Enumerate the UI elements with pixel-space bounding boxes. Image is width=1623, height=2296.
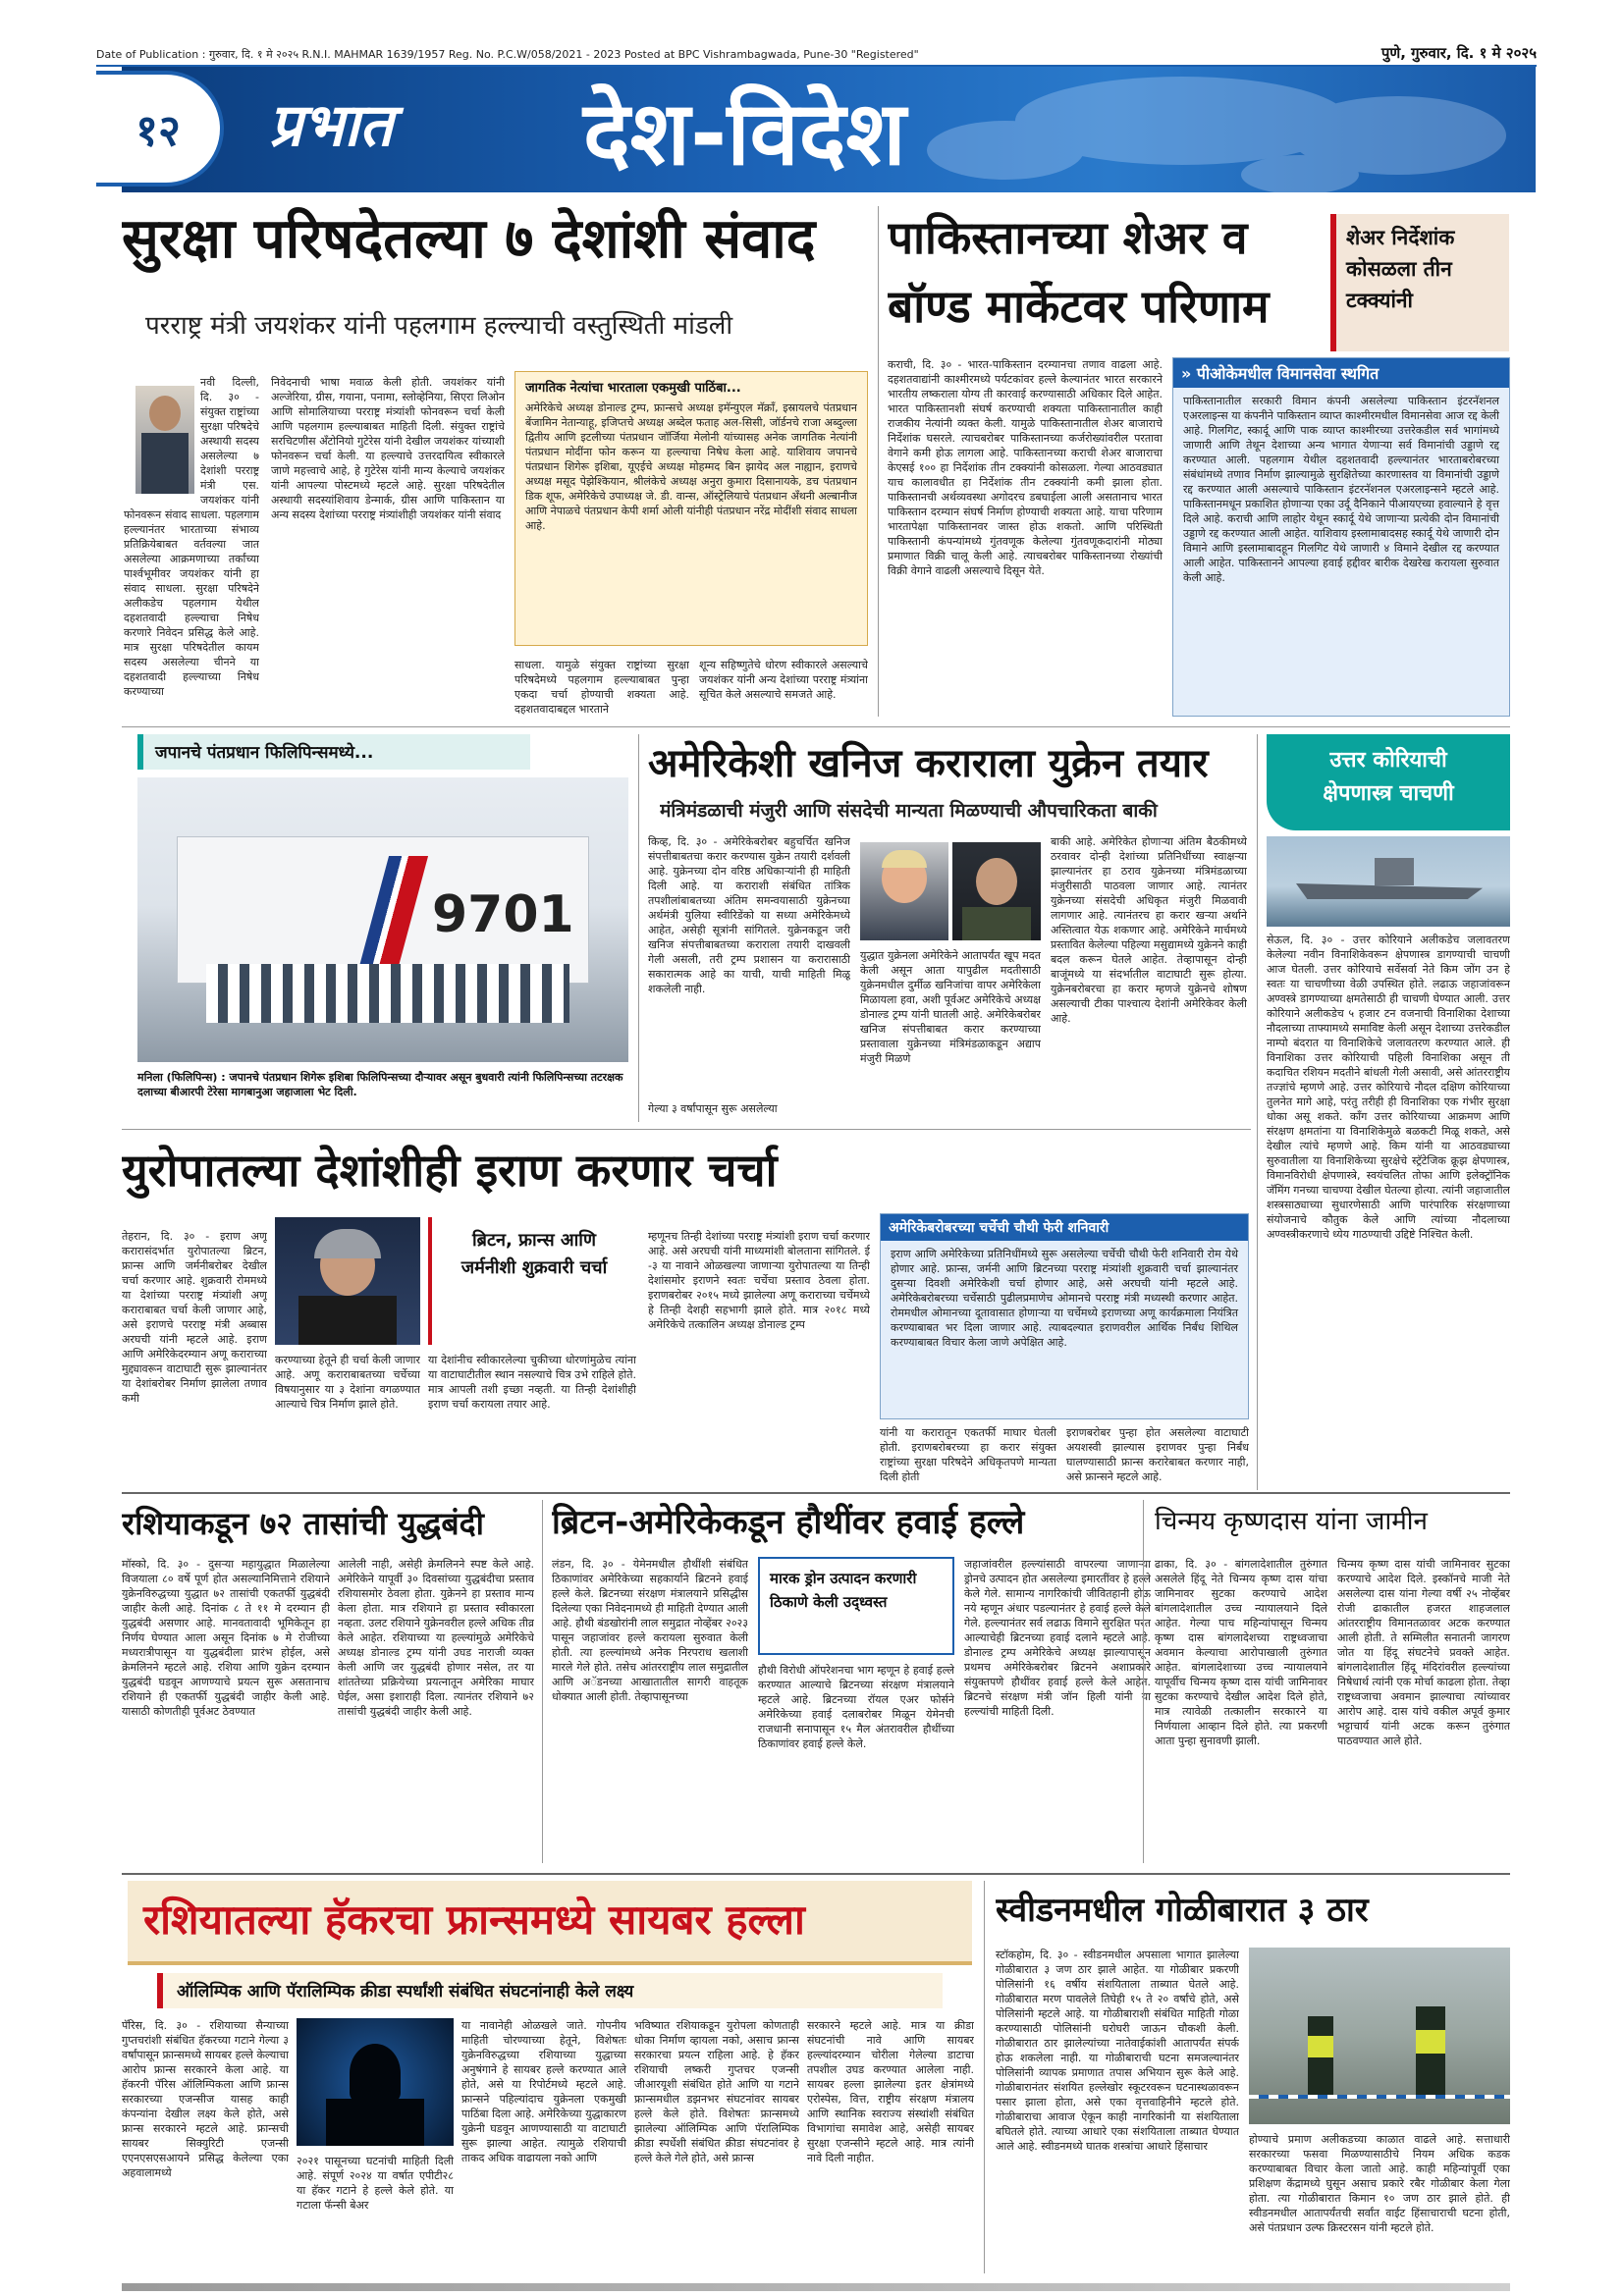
- a9-body-col1: स्टॉकहोम, दि. ३० - स्वीडनमधील अपसाला भागात झालेल्या गोळीबारात ३ जण ठार झाले आहेत. या गोळीबार प्रकरणी पोलिसांनी १६ वर्षीय संशयिताला ताब्यात घेतले आहे. गोळीबारात मरण पावलेले तिघेही १५ ते २० वर्षांचे होते, असे पोलिसांनी म्हटले आहे. या गोळीबाराशी संबंधित माहिती गोळा करण्यासाठी पोलिसांनी घरोघरी जाऊन चौकशी केली. गोळीबारात ठार झालेल्यांच्या नातेवाईकांशी आतापर्यंत संपर्क होऊ शकलेला नाही. या गोळीबाराची घटना समजल्यानंतर पोलिसांनी व्यापक प्रमाणात तपास अभियान सुरू केले आहे. गोळीबारानंतर संशयित हल्लेखोर स्कूटरवरून घटनास्थळावरून पसार झाला होता, असे एका वृत्तवाहिनीने म्हटले होते. गोळीबाराचा आवाज ऐकून काही नागरिकांनी या संशयिताला बघितले होते. त्याच्या आधारे एका संशयिताला ताब्यात घेण्यात आले आहे. स्वीडनमध्ये घातक शस्त्रांचा आधारे हिंसाचार: [996, 1949, 1239, 2153]
- section-banner: [122, 67, 1536, 192]
- publication-line: Date of Publication : गुरुवार, दि. १ मे २०२५ R.N.I. MAHMAR 1639/1957 Reg. No. P.C.W/058/2021 - 2023 Posted at BPC Vishrambagwada, Pune-30 "Registered": [96, 48, 919, 61]
- page-number: १२: [135, 106, 181, 156]
- nk-warship-photo: [1267, 836, 1510, 927]
- a6-body-col3: जहाजांवरील हल्ल्यांसाठी वापरल्या जाणाऱ्या ड्रोनचे उत्पादन होत असलेल्या इमारतींवर हे हल्ले केले गेले. सामान्य नागरिकांची जीवितहानी होऊ नये म्हणून अंधार पडल्यानंतर हे हवाई हल्ले केले गेले. हल्ल्यानंतर सर्व लढाऊ विमाने सुरक्षित परत आल्याचेही ब्रिटनच्या हवाई दलाने म्हटले आहे. डोनाल्ड ट्रम्प अमेरिकेचे अध्यक्ष झाल्यापासून प्रथमच अमेरिकेबरोबर ब्रिटनने अशाप्रकारे संयुक्तपणे हौथींवर हवाई हल्ले केले आहेत. ब्रिटनचे संरक्षण मंत्री जॉन हिली यांनी या हल्ल्यांची माहिती दिली.: [964, 1558, 1151, 1718]
- iran-minister-photo: [275, 1217, 420, 1345]
- a2-pok-title-text: पीओकेमधील विमानसेवा स्थगित: [1196, 364, 1380, 383]
- a1-box-text: अमेरिकेचे अध्यक्ष डोनाल्ड ट्रम्प, फ्रान्सचे अध्यक्ष इमॅन्युएल मॅक्रॉं, इस्रायलचे पंतप्रधान बेंजामिन नेतान्याहू, इजिप्तचे अध्यक्ष अब्देल फताह अल-सिसी, जॉर्डनचे राजा अब्दुल्ला द्वितीय आणि इटलीच्या पंतप्रधान जॉर्जिया मेलोनी यांच्यासह अनेक जागतिक नेत्यांनी पंतप्रधान मोदींना फोन करून या हल्ल्याचा निषेध केला आहे. याशिवाय जपानचे पंतप्रधान शिगेरू इशिबा, यूएईचे अध्यक्ष मोहम्मद बिन झायेद अल नाह्यान, इराणचे अध्यक्ष मसूद पेझेश्कियान, श्रीलंकेचे अध्यक्ष अनुरा कुमारा दिसानायके, डच पंतप्रधान डिक शूफ, अमेरिकेचे उपाध्यक्ष जे. डी. वान्स, ऑस्ट्रेलियाचे पंतप्रधान अँथनी अल्बानीज आणि नेपाळचे पंतप्रधान केपी शर्मा ओली यांनीही पंतप्रधान नरेंद्र मोदींशी संवाद साधला आहे.: [525, 401, 857, 532]
- a8-body-col4: भविष्यात रशियाकडून युरोपला कोणताही धोका निर्माण व्हायला नको, असाच फ्रान्स सरकारचा प्रयत्न राहिला आहे. हे हॅकर रशियाची लष्करी गुप्तचर एजन्सी जीआरयूशी संबंधित होते आणि या गटाने फ्रान्समधील डझनभर संघटनांवर सायबर हल्ले केले होते. विशेषतः फ्रान्समध्ये झालेल्या ऑलिम्पिक आणि पॅरालिम्पिक क्रीडा स्पर्धेशी संबंधित क्रीडा संघटनांवर हे हल्ले केले गेले होते, असे फ्रान्स: [634, 2019, 799, 2164]
- a4-box-text: ब्रिटन, फ्रान्स आणि जर्मनीशी शुक्रवारी चर्चा: [460, 1230, 608, 1278]
- a2-pok-text: पाकिस्तानातील सरकारी विमान कंपनी असलेल्या पाकिस्तान इंटरनॅशनल एअरलाइन्स या कंपनीने पाकिस्तान व्याप्त काश्मीरमधील विमानसेवा आज रद्द केली आहे. गिलगिट, स्कार्दू आणि पाक व्याप्त काश्मीरच्या उत्तरेकडील सर्व भागांमध्ये जाणारी आणि तेथून देशाच्या अन्य भागात येणाऱ्या सर्व विमानांची उड्डाणे रद्द करण्यात आली. पहलगाम येथील दहशतवादी हल्ल्यानंतर भारताबरोबरच्या संबंधांमध्ये तणाव निर्माण झाल्यामुळे सुरक्षितेच्या कारणास्तव या विमानांची उड्डाणे रद्द करण्यात आली असल्याचे पाकिस्तान इंटरनॅशनल एअरलाइन्सने म्हटले आहे. पाकिस्तानमधून प्रकाशित होणाऱ्या एका उर्दू दैनिकाने पीआयएच्या हवाल्याने हे वृत्त दिले आहे. कराची आणि लाहोर येथून स्कार्दू येथे जाणाऱ्या प्रत्येकी दोन विमानांची उड्डाणे रद्द करण्यात आली आहेत. याशिवाय इस्लामाबादसह स्कार्दू येथे जाणारी दोन विमाने आणि इस्लामाबादहून गिलगिट येथे जाणारी ४ विमाने देखील रद्द करण्यात आली आहेत. पाकिस्तानने आपल्या हवाई हद्दीवर बारीक देखरेख करायला सुरुवात केली आहे.: [1183, 395, 1499, 584]
- divider-row4: [122, 1873, 1510, 1875]
- a8-body-col5: सरकारने म्हटले आहे. मात्र या क्रीडा संघटनांची नावे आणि सायबर हल्ल्यांदरम्यान चोरीला गेलेल्या डाटाचा तपशील उघड करण्यात आलेला नाही. सायबर हल्ला झालेल्या इतर क्षेत्रांमध्ये एरोस्पेस, वित्त, राष्ट्रीय संरक्षण मंत्रालय आणि स्थानिक स्वराज्य संस्थांशी संबंधित विभागांचा समावेश आहे, असेही सायबर सुरक्षा एजन्सीने म्हटले आहे. मात्र त्यांनी नावे दिली नाहीत.: [807, 2019, 974, 2164]
- nk-title-line1: उत्तर कोरियाची: [1329, 748, 1447, 773]
- a6-box: [758, 1557, 954, 1655]
- section-title: देश-विदेश: [583, 82, 906, 186]
- a8-headline: रशियातल्या हॅकरचा फ्रान्समध्ये सायबर हल्ला: [143, 1896, 805, 1944]
- a2-headline-line2: बॉण्ड मार्केटवर परिणाम: [888, 280, 1270, 333]
- a4-us-talks-title: अमेरिकेबरोबरच्या चर्चेची चौथी फेरी शनिवारी: [881, 1214, 1248, 1241]
- a1-body-col2: निवेदनाची भाषा मवाळ केली होती. जयशंकर यांनी अल्जेरिया, ग्रीस, गयाना, पनामा, स्लोव्हेनिया, सिएरा लिओन आणि सोमालियाच्या परराष्ट्र मंत्र्यांशी फोनवरून चर्चा केली आणि पहलगाम हल्ल्याबाबत माहिती दिली. संयुक्त राष्ट्रांचे सरचिटणीस अँटोनियो गुटेरेस यांनी देखील जयशंकर यांच्याशी फोनवरून चर्चा केली. या हल्ल्याचे उत्तरदायित्व स्वीकारले जाणे महत्त्वाचे आहे, हे गुटेरेस यांनी मान्य केल्याचे जयशंकर यांनी आपल्या पोस्टमध्ये म्हटले आहे. सुरक्षा परिषदेतील अस्थायी सदस्यांशिवाय डेन्मार्क, ग्रीस आणि पाकिस्तान या अन्य सदस्य देशांच्या परराष्ट्र मंत्र्यांशीही जयशंकर यांनी संवाद: [271, 376, 505, 521]
- nk-title-line2: क्षेपणास्त्र चाचणी: [1323, 781, 1454, 806]
- divider-nk-left: [1257, 734, 1258, 1490]
- a3-body-col1: किव्ह, दि. ३० - अमेरिकेबरोबर बहुचर्चित खनिज संपत्तीबाबतचा करार करण्यास युक्रेन तयारी दर्शवली आहे. युक्रेनच्या दोन वरिष्ठ अधिकाऱ्यांनी ही माहिती दिली आहे. या कराराशी संबंधित तांत्रिक तपशीलांबाबतच्या अंतिम समन्वयासाठी युक्रेनच्या अर्थमंत्री युलिया स्वीरिडेंको या सध्या अमेरिकेमध्ये आहेत, असेही सूत्रांनी सांगितले. युक्रेनकडून जरी खनिज संपत्तीबाबतच्या कराराला तयारी दाखवली गेली असली, तरी ट्रम्प प्रशासन या करारासाठी सकारात्मक आहे का याची, याची माहिती मिळू शकलेली नाही.: [648, 835, 850, 995]
- divider-a3-left: [638, 734, 639, 1122]
- a8-subheadline-bar: [157, 1973, 943, 2008]
- a1-body-col1: नवी दिल्ली, दि. ३० - संयुक्त राष्ट्रांच्या सुरक्षा परिषदेचे अस्थायी सदस्य असलेल्या ७ देशांशी परराष्ट्र मंत्री एस. जयशंकर यांनी फोनवरून संवाद साधला. पहलगाम हल्ल्यानंतर भारताच्या संभाव्य प्रतिक्रियेबाबत वर्तवल्या जात असलेल्या आक्रमणाच्या तर्कांच्या पार्श्वभूमीवर जयशंकर यांनी हा संवाद साधला. सुरक्षा परिषदेने अलीकडेच पहलगाम येथील दहशतवादी हल्ल्याचा निषेध करणारे निवेदन प्रसिद्ध केले आहे. मात्र सुरक्षा परिषदेतील कायम सदस्य असलेल्या चीनने या दहशतवादी हल्ल्याच्या निषेध करण्याच्या: [124, 376, 259, 698]
- a6-box-text: मारक ड्रोन उत्पादन करणारी ठिकाणे केली उद्ध्वस्त: [770, 1570, 917, 1611]
- a2-body: कराची, दि. ३० - भारत-पाकिस्तान दरम्यानचा तणाव वाढला आहे. दहशतवाद्यांनी काश्मीरमध्ये पर्यटकांवर हल्ले केल्यानंतर भारत सरकारने भारतीय लष्कराला योग्य ती कारवाई करण्यासाठी अधिकार दिले आहेत. भारत पाकिस्तानशी संघर्ष करण्याची शक्यता पाकिस्तानातील काही राजकीय नेत्यांनी व्यक्त केली. यामुळे पाकिस्तानातील शेअर बाजाराचे निर्देशांक घसरले. त्याचबरोबर पाकिस्तानच्या कर्जरोख्यांवरील परतावा वेगाने कमी होऊ लागला आहे. पाकिस्तानच्या कराची शेअर बाजाराचा केएसई १०० हा निर्देशांक तीन टक्क्यांनी कोसळला. गेल्या आठवड्यात याच कालावधीत हा निर्देशांक तीन टक्क्यांनी कमी झाला होता. पाकिस्तानची अर्थव्यवस्था अगोदरच डबघाईला आली असतानाच भारत पाकिस्तान दरम्यान संघर्ष निर्माण होण्याची शक्यता आहे. याचा परिणाम भारतापेक्षा पाकिस्तानवर जास्त होऊ शकतो. आणि परिस्थिती पाकिस्तानी कंपन्यांमध्ये गुंतवणूक केलेल्या गुंतवणूकदारांनी मोठ्या प्रमाणात विक्री चालू केली आहे. त्याचबरोबर पाकिस्तानच्या रोख्यांची विक्री वेगाने वाढली असल्याचे दिसून येते.: [888, 358, 1163, 577]
- japan-label-text: जपानचे पंतप्रधान फिलिपिन्समध्ये...: [155, 743, 374, 763]
- a4-us-talks-text: इराण आणि अमेरिकेच्या प्रतिनिधींमध्ये सुरू असलेल्या चर्चेची चौथी फेरी शनिवारी रोम येथे होणार आहे. फ्रान्स, जर्मनी आणि ब्रिटनच्या परराष्ट्र मंत्र्यांशी शुक्रवारी चर्चा झाल्यानंतर दुसऱ्या दिवशी अमेरिकेशी चर्चा होणार आहे, असे अरघची यांनी म्हटले आहे. अमेरिकेबरोबरच्या चर्चेसाठी पुढीलप्रमाणेच ओमानचे परराष्ट्र मंत्री मध्यस्थी करणार आहेत. रोममधील ओमानच्या दूतावासात होणाऱ्या या चर्चेमध्ये इराणच्या अणू कार्यक्रमाला नियंत्रित करण्याबाबत भर दिला जाणार आहे. त्याबदल्यात इराणवरील आर्थिक निर्बंध शिथिल करण्याबाबत विचार केला जाणे अपेक्षित आहे.: [891, 1248, 1238, 1349]
- a2-pok-box: [1172, 357, 1510, 717]
- a3-body-col1b: गेल्या ३ वर्षांपासून सुरू असलेल्या: [648, 1102, 778, 1115]
- a8-body-col3: या नावानेही ओळखले जाते. गोपनीय माहिती चोरण्याच्या हेतूने, विशेषतः युक्रेनविरुद्धच्या रशियाच्या युद्धाच्या अनुषंगाने हे सायबर हल्ले करण्यात आले होते, असे या रिपोर्टमध्ये म्हटले आहे. फ्रान्सने पहिल्यांदाच युक्रेनला एकमुखी पाठिंबा दिला आहे. अमेरिकेच्या युद्धाकारण युक्रेनी घडवून आणण्यासाठी या वाटाघाटी सुरू झाल्या आहेत. त्यामुळे रशियाची ताकद अधिक वाढायला नको आणि: [461, 2019, 626, 2164]
- a6-body-col1: लंडन, दि. ३० - येमेनमधील हौथींशी संबंधित ठिकाणांवर अमेरिकेच्या सहकार्याने ब्रिटनने हवाई हल्ले केले. ब्रिटनच्या संरक्षण मंत्रालयाने प्रसिद्धीस दिलेल्या एका निवेदनामध्ये ही माहिती देण्यात आली आहे. हौथी बंडखोरांनी लाल समुद्रात नोव्हेंबर २०२३ पासून जहाजांवर हल्ले करायला सुरुवात केली होती. त्या हल्ल्यांमध्ये अनेक निरपराध खलाशी मारले गेले होते. तसेच आंतरराष्ट्रीय लाल समुद्रातील आणि अॅडनच्या आखातातील सागरी वाहतूक धोक्यात आली होती. तेव्हापासूनच्या: [552, 1558, 748, 1703]
- a1-subheadline: परराष्ट्र मंत्री जयशंकर यांनी पहलगाम हल्ल्याची वस्तुस्थिती मांडली: [145, 311, 733, 341]
- a2-side-note: [1330, 214, 1509, 351]
- a6-body-col2: हौथी विरोधी ऑपरेशनचा भाग म्हणून हे हवाई हल्ले करण्यात आल्याचे ब्रिटनच्या संरक्षण मंत्रालयाने म्हटले आहे. ब्रिटनच्या रॉयल एअर फोर्सने अमेरिकेच्या हवाई दलाबरोबर मिळून येमेनची राजधानी सनापासून १५ मैल अंतरावरील हौथींच्या ठिकाणांवर हवाई हल्ले केले.: [758, 1664, 954, 1750]
- a9-headline: स्वीडनमधील गोळीबारात ३ ठार: [996, 1891, 1369, 1930]
- a4-body-col4: म्हणूनच तिन्ही देशांच्या परराष्ट्र मंत्र्यांशी इराण चर्चा करणार आहे. असे अरघची यांनी माध्यमांशी बोलताना सांगितले. ई -३ या नावाने ओळखल्या जाणाऱ्या युरोपातल्या या तिन्ही देशांसमोर इराणने स्वतः चर्चेचा प्रस्ताव ठेवला होता. इराणबरोबर २०१५ मध्ये झालेल्या अणू कराराच्या चर्चेमध्ये हे तिन्ही देशही सहभागी झाले होते. मात्र २०१८ मध्ये अमेरिकेचे तत्कालिन अध्यक्ष डोनाल्ड ट्रम्प: [648, 1230, 870, 1331]
- divider-a6-a7: [1143, 1500, 1144, 1863]
- a5-body-col2: आलेली नाही, असेही क्रेमलिनने स्पष्ट केले आहे. अमेरिकेने यापूर्वी ३० दिवसांच्या युद्धबंदीचा प्रस्ताव रशियासमोर ठेवला होता. युक्रेनने हा प्रस्ताव मान्य केला होता. मात्र रशियाने हा प्रस्ताव स्वीकारला नव्हता. उलट रशियाने युक्रेनवरील हल्ले अधिक तीव्र केले आहेत. रशियाच्या या हल्ल्यांमुळे अमेरिकेचे अध्यक्ष डोनाल्ड ट्रम्प यांनी उघड नाराजी व्यक्त केली आणि जर युद्धबंदी होणार नसेल, तर या शांततेच्या प्रक्रियेच्या प्रयत्नातून अमेरिका माघार घेईल, असा इशाराही दिला. त्यानंतर रशियाने ७२ तासांची युद्धबंदी जाहीर केली आहे.: [338, 1558, 534, 1718]
- a8-headline-bar: [128, 1881, 972, 1965]
- a2-pok-title: » पीओकेमधील विमानसेवा स्थगित: [1173, 358, 1509, 388]
- a4-body-col1: तेहरान, दि. ३० - इराण अणू करारासंदर्भात युरोपातल्या ब्रिटन, फ्रान्स आणि जर्मनीबरोबर देखील चर्चा करणार आहे. शुक्रवारी रोममध्ये या देशांच्या परराष्ट्र मंत्र्यांशी अणू कराराबाबत चर्चा केली जाणार आहे, असे इराणचे परराष्ट्र मंत्री अब्बास अरघची यांनी म्हटले आहे. इराण आणि अमेरिकेदरम्यान अणू कराराच्या मुद्द्यावरून वाटाघाटी सुरू झाल्यानंतर या देशांबरोबर निर्माण झालेला तणाव कमी: [122, 1230, 267, 1405]
- divider-a5-a6: [542, 1500, 543, 1863]
- hacker-photo: [297, 2018, 454, 2146]
- japan-caption: मनिला (फिलिपिन्स) : जपानचे पंतप्रधान शिगेरू इशिबा फिलिपिन्सच्या दौऱ्यावर असून बुधवारी त्यांनी फिलिपिन्सच्या तटरक्षक दलाच्या बीआरपी टेरेसा मागबानुआ जहाजाला भेट दिली.: [137, 1071, 623, 1098]
- footer-bar: [122, 2283, 1510, 2291]
- nk-title: [1267, 734, 1510, 830]
- a4-body-col5: यांनी या करारातून एकतर्फी माघार घेतली होती. इराणबरोबरच्या हा करार संयुक्त राष्ट्रांच्या सुरक्षा परिषदेने अधिकृतपणे मान्यता दिली होती: [880, 1426, 1056, 1483]
- ship-number: 9701: [432, 885, 574, 944]
- a8-body-col1: पॅरिस, दि. ३० - रशियाच्या सैन्याच्या गुप्तचरांशी संबंधित हॅकरच्या गटाने गेल्या ३ वर्षांपासून फ्रान्समध्ये सायबर हल्ले केल्याचा आरोप फ्रान्स सरकारने केला आहे. या हॅकरनी पॅरिस ऑलिम्पिकला आणि फ्रान्स सरकारच्या एजन्सीज यासह काही कंपन्यांना देखील लक्ष्य केले होते, असे फ्रान्स सरकारने म्हटले आहे. फ्रान्सची सायबर सिक्युरिटी एजन्सी एएनएसएसआयने प्रसिद्ध केलेल्या एका अहवालामध्ये: [122, 2019, 289, 2179]
- a7-headline: चिन्मय कृष्णदास यांना जामीन: [1155, 1507, 1428, 1536]
- nk-body: सेऊल, दि. ३० - उत्तर कोरियाने अलीकडेच जलावतरण केलेल्या नवीन विनाशिकेवरून क्षेपणास्त्र डागण्याची चाचणी आज घेतली. उत्तर कोरियाचे सर्वेसर्वा नेते किम जोंग उन हे स्वतः या चाचणीच्या वेळी उपस्थित होते. लढाऊ जहाजांवरून अण्वस्त्रे डागण्याच्या क्षमतेसाठी ही चाचणी घेण्यात आली. उत्तर कोरियाने अलीकडेच ५ हजार टन वजनाची विनाशिका देशाच्या नौदलाच्या ताफ्यामध्ये समाविष्ट केली असून देशाच्या उत्तरेकडील नाम्पो बंदरात या विनाशिकेचे जलावतरण करण्यात आले. ही विनाशिका उत्तर कोरियाची पहिली विनाशिका असून ती कदाचित रशियन मदतीने बांधली गेली असावी, असे आंतरराष्ट्रीय तज्ज्ञांचे म्हणणे आहे. उत्तर कोरियाचे नौदल दक्षिण कोरियाच्या तुलनेत मागे आहे, परंतु तरीही ही विनाशिका एक गंभीर सुरक्षा धोका असू शकते. काँग उत्तर कोरियाच्या आक्रमण आणि संरक्षण क्षमतांना या विनाशिकेमुळे बळकटी मिळू शकते, असे देखील त्यांचे म्हणणे आहे. किम यांनी या आठवड्याच्या सुरुवातीला या विनाशिकेच्या सुरक्षेचे स्ट्रॅटेजिक क्रूझ क्षेपणास्त्र, विमानविरोधी क्षेपणास्त्रे, स्वयंचलित तोफा आणि इलेक्ट्रॉनिक जॅमिंग गनच्या चाचण्या देखील घेतल्या होत्या. त्यांनी जहाजातील शस्त्रसाठ्याच्या सुधारणेसाठी आणि पारंपारिक संरक्षणाच्या संयोजनाचे कौतुक केले आणि त्यांच्या नौदलाच्या अण्वस्त्रीकरणाचे ध्येय गाठण्याची उद्दिष्टे निश्चित केली.: [1267, 934, 1510, 1241]
- divider-row1: [122, 726, 1510, 727]
- a4-headline: युरोपातल्या देशांशीही इराण करणार चर्चा: [122, 1144, 778, 1197]
- a4-us-talks-box: [880, 1213, 1249, 1419]
- a3-body-col3: बाकी आहे. अमेरिकेत होणाऱ्या अंतिम बैठकीमध्ये ठरवावर दोन्ही देशांच्या प्रतिनिधींच्या स्वाक्षऱ्या झाल्यानंतर हा ठराव युक्रेनच्या मंत्रिमंडळाच्या मंजुरीसाठी पाठवला जाणार आहे. त्यानंतर युक्रेनच्या संसदेची अधिकृत मंजुरी मिळवावी लागणार आहे. त्यानंतरच हा करार खऱ्या अर्थाने अस्तित्वात येऊ शकणार आहे. अमेरिकेने मार्चमध्ये प्रस्तावित केलेल्या पहिल्या मसुद्यामध्ये युक्रेनने काही बदल करून घेतले आहेत. तेव्हापासून दोन्ही बाजूंमध्ये या संदर्भातील वाटाघाटी सुरू होत्या. युक्रेनबरोबरचा हा करार म्हणजे युक्रेनचे शोषण असल्याची टीका पाश्चात्य देशांनी अमेरिकेवर केली आहे.: [1051, 835, 1247, 1025]
- divider-row2: [122, 1129, 1251, 1130]
- a5-body-col1: मॉस्को, दि. ३० - दुसऱ्या महायुद्धात मिळालेल्या विजयाला ८० वर्षे पूर्ण होत असल्यानिमित्ताने रशियाने युक्रेनविरुद्धच्या युद्धात ७२ तासांची एकतर्फी युद्धबंदी जाहीर केली आहे. दिनांक ८ ते ११ मे दरम्यान ही युद्धबंदी असणार आहे. मानवतावादी भूमिकेतून हा निर्णय घेण्यात आला असून दिनांक ७ मे रोजीच्या मध्यरात्रीपासून या युद्धबंदीला प्रारंभ होईल, असे क्रेमलिनने म्हटले आहे. रशिया आणि युक्रेन दरम्यान युद्धबंदी घडवून आणण्याचे प्रयत्न सुरू असतानाच रशियाने ही एकतर्फी युद्धबंदी जाहीर केली आहे. यासाठी कोणतीही पूर्वअट ठेवण्यात: [122, 1558, 330, 1718]
- a2-side-text: शेअर निर्देशांक कोसळला तीन टक्क्यांनी: [1346, 226, 1455, 312]
- zelensky-photo: [952, 842, 1041, 940]
- divider-row3: [122, 1492, 1510, 1494]
- a1-body-col3: साधला. यामुळे संयुक्त राष्ट्रांच्या सुरक्षा परिषदेमध्ये पहलगाम हल्ल्याबाबत पुन्हा एकदा चर्चा होण्याची शक्यता आहे. दहशतवादाबद्दल भारताने: [514, 659, 689, 716]
- a4-body-col2: करण्याच्या हेतूने ही चर्चा केली जाणार आहे. अणू कराराबाबतच्या चर्चेच्या विषयानुसार या ३ देशांना वगळण्यात आल्याचे चित्र निर्माण झाले होते.: [275, 1354, 420, 1411]
- japan-ship-photo: [137, 777, 628, 1062]
- a4-box: [428, 1217, 636, 1345]
- a4-body-col3: या देशांनीच स्वीकारलेल्या चुकीच्या धोरणांमुळेच त्यांना या वाटाघाटीतील स्थान नसल्याचे चित्र उभे राहिले होते. मात्र आपली तशी इच्छा नव्हती. या तिन्ही देशांशीही इराण चर्चा करायला तयार आहे.: [428, 1354, 636, 1411]
- sweden-police-photo: [1249, 1948, 1510, 2124]
- japan-label: [137, 734, 530, 770]
- a6-headline: ब्रिटन-अमेरिकेकडून हौथींवर हवाई हल्ले: [552, 1503, 1025, 1542]
- divider-a8-a9: [984, 1881, 985, 2273]
- a8-subheadline: ऑलिम्पिक आणि पॅरालिम्पिक क्रीडा स्पर्धांशी संबंधित संघटनांनाही केले लक्ष्य: [177, 1982, 634, 2002]
- a1-box-title: जागतिक नेत्यांचा भारताला एकमुखी पाठिंबा...: [525, 381, 741, 396]
- a1-headline: सुरक्षा परिषदेतल्या ७ देशांशी संवाद: [122, 207, 816, 271]
- a2-headline-line1: पाकिस्तानच्या शेअर व: [888, 211, 1248, 264]
- a5-headline: रशियाकडून ७२ तासांची युद्धबंदी: [122, 1505, 484, 1542]
- a3-body-col2: युद्धात युक्रेनला अमेरिकेने आतापर्यंत खूप मदत केली असून आता यापुढील मदतीसाठी युक्रेनमधील दुर्मीळ खनिजांचा वापर अमेरिकेला मिळायला हवा, अशी पूर्वअट अमेरिकेचे अध्यक्ष डोनाल्ड ट्रम्प यांनी घातली आहे. अमेरिकेबरोबर खनिज संपत्तीबाबत करार करण्याच्या प्रस्तावाला युक्रेनच्या मंत्रिमंडळाकडून अद्याप मंजुरी मिळणे: [860, 949, 1041, 1065]
- a4-body-col6: इराणबरोबर पुन्हा होत असलेल्या वाटाघाटी अयशस्वी झाल्यास इराणवर पुन्हा निर्बंध घालण्यासाठी फ्रान्स करारेबाबत करणार नाही, असे फ्रान्सने म्हटले आहे.: [1066, 1426, 1249, 1483]
- divider-a1-a2: [878, 206, 879, 717]
- a1-world-leaders-box: [514, 371, 868, 646]
- date-right: पुणे, गुरुवार, दि. १ मे २०२५: [1380, 44, 1537, 62]
- a9-body-col2: होण्याचे प्रमाण अलीकडच्या काळात वाढले आहे. सत्ताधारी सरकारच्या फसवा मिळण्यासाठीचे नियम अधिक कडक करण्याबाबत विचार केला जातो आहे. काही महिन्यांपूर्वी एका प्रशिक्षण केंद्रामध्ये घुसून असाच प्रकारे रबैर गोळीबार केला गेला होता. त्या गोळीबारात किमान १० जण ठार झाले होते. ही स्वीडनमधील आतापर्यंतची सर्वांत वाईट हिंसाचाराची घटना होती, असे पंतप्रधान उल्फ क्रिस्टरसन यांनी म्हटले होते.: [1249, 2133, 1510, 2234]
- a1-body-col4: शून्य सहिष्णुतेचे धोरण स्वीकारले असल्याचे जयशंकर यांनी अन्य देशांच्या परराष्ट्र मंत्र्यांना सूचित केले असल्याचे समजते आहे.: [699, 659, 868, 701]
- trump-photo: [860, 842, 948, 940]
- a7-body-col2: चिन्मय कृष्ण दास यांची जामिनावर सुटका करण्याचे आदेश दिले. इस्कॉनचे माजी नेते असलेल्या दास यांना गेल्या वर्षी २५ नोव्हेंबर रोजी ढाकातील हजरत शाहजलाल आंतरराष्ट्रीय विमानतळावर अटक करण्यात आली होती. ते सम्मिलीत सनातनी जागरण जोत या हिंदू संघटनेचे प्रवक्ते आहेत. बांगलादेशातील हिंदू मंदिरांवरील हल्ल्यांच्या निषेधार्थ त्यांनी एक मोर्चा काढला होता. तेव्हा राष्ट्रध्वजाचा अवमान झाल्याचा त्यांच्यावर आरोप आहे. दास यांचे वकील अपूर्व कुमार भट्टाचार्य यांनी अटक करून तुरुंगात पाठवण्यात आले होते.: [1337, 1558, 1510, 1747]
- a3-subheadline: मंत्रिमंडळाची मंजुरी आणि संसदेची मान्यता मिळण्याची औपचारिकता बाकी: [660, 800, 1158, 822]
- paper-logo: प्रभात: [269, 91, 394, 160]
- page-number-badge: [96, 71, 224, 187]
- a3-headline: अमेरिकेशी खनिज कराराला युक्रेन तयार: [648, 741, 1209, 786]
- a7-body-col1: ढाका, दि. ३० - बांगलादेशातील तुरुंगात असलेले हिंदू नेते चिन्मय कृष्ण दास यांचा जामिनावर सुटका करण्याचे आदेश बांगलादेशातील उच्च न्यायालयाने दिले आहेत. गेल्या पाच महिन्यांपासून चिन्मय कृष्ण दास बांगलादेशच्या राष्ट्रध्वजाचा अवमान केल्याचा आरोपाखाली तुरुंगात आहेत. बांगलादेशाच्या उच्च न्यायालयाने यापूर्वीच चिन्मय कृष्ण दास यांची जामिनावर सुटका करण्याचे देखील आदेश दिले होते, मात्र त्यावेळी तत्कालीन सरकारने या निर्णयाला आव्हान दिले होते. त्या प्रकरणी आता पुन्हा सुनावणी झाली.: [1155, 1558, 1327, 1747]
- a8-body-col2: २०२१ पासूनच्या घटनांची माहिती दिली आहे. संपूर्ण २०२४ या वर्षात एपीटी२८ या हॅकर गटाने हे हल्ले केले होते. या गटाला फॅन्सी बेअर: [297, 2155, 454, 2212]
